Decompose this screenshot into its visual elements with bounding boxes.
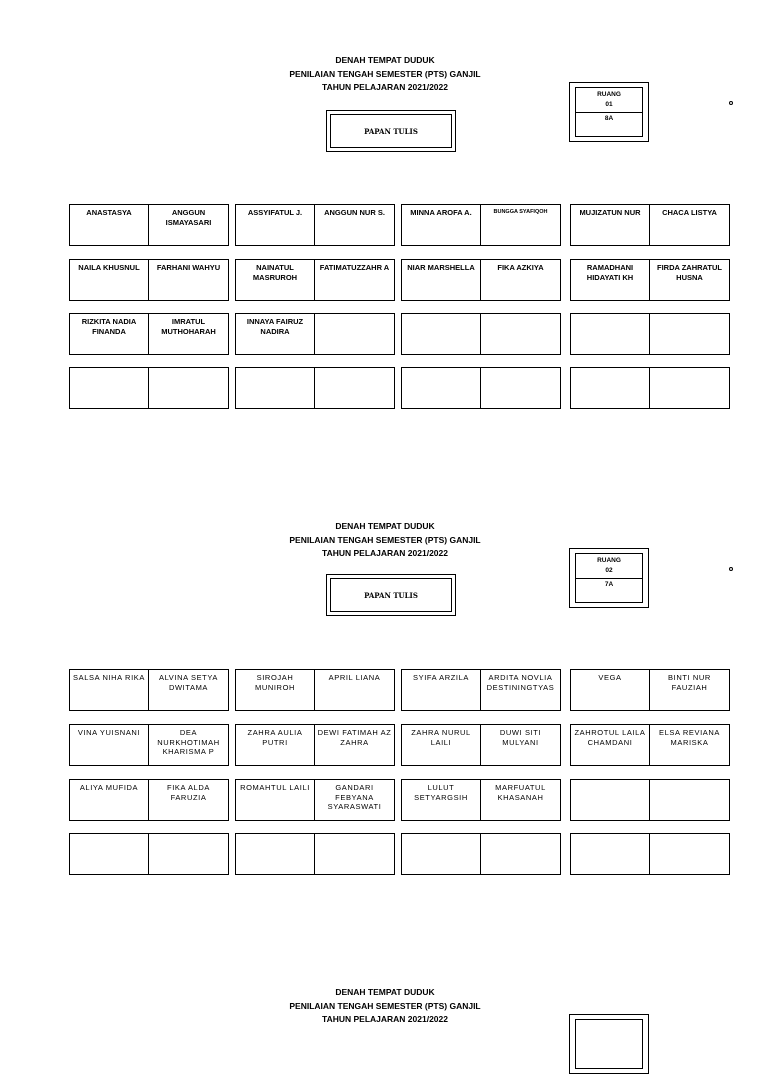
desk: [401, 204, 561, 246]
room-box: [569, 548, 649, 608]
section-title: [235, 54, 535, 95]
seat-name: ALVINA SETYA DWITAMA: [158, 673, 219, 692]
seat-name: DEA NURKHOTIMAH KHARISMA P: [157, 728, 220, 756]
seat-name: ZAHRA NURUL LAILI: [402, 725, 481, 765]
seat-name: [481, 314, 560, 354]
desk: [235, 724, 395, 766]
desk: [235, 779, 395, 821]
seat-name: ROMAHTUL LAILI: [236, 780, 315, 820]
seat-name: [571, 834, 650, 874]
seat-name: [402, 834, 481, 874]
title-line-1: DENAH TEMPAT DUDUK: [335, 987, 435, 997]
desk: [69, 204, 229, 246]
seat-name: SIROJAH MUNIROH: [236, 670, 315, 710]
seat-name: MINNA AROFA A.: [402, 205, 481, 245]
desk: [570, 779, 730, 821]
seat-name: NIAR MARSHELLA: [402, 260, 481, 300]
seat-name: [571, 780, 650, 820]
seat-name: ELSA REVIANA MARISKA: [659, 728, 720, 747]
section-title: [235, 520, 535, 561]
seat-name: [481, 368, 560, 408]
title-line-2: PENILAIAN TENGAH SEMESTER (PTS) GANJIL: [289, 68, 481, 79]
desk: [235, 669, 395, 711]
seat-name: [236, 368, 315, 408]
title-line-3: TAHUN PELAJARAN 2021/2022: [322, 82, 448, 92]
seat-name: FIKA ALDA FARUZIA: [167, 783, 210, 802]
seat-name: ALIYA MUFIDA: [70, 780, 149, 820]
seat-name: [650, 314, 729, 354]
desk: [69, 313, 229, 355]
desk: [570, 204, 730, 246]
seat-name: DEWI FATIMAH AZ ZAHRA: [317, 728, 392, 747]
desk: [235, 367, 395, 409]
room-box: [569, 1014, 649, 1074]
seat-name: SALSA NIHA RIKA: [70, 670, 149, 710]
whiteboard-label: PAPAN TULIS: [330, 578, 452, 612]
seat-name: ARDITA NOVLIA DESTININGTYAS: [486, 673, 555, 692]
seat-name: CHACA LISTYA: [662, 208, 717, 217]
seat-name: FATIMATUZZAHR A: [319, 263, 390, 272]
seat-name: BUNGGA SYAFIQOH: [493, 209, 548, 215]
room-class: 7A: [604, 581, 614, 588]
seat-name: [650, 780, 729, 820]
desk: [69, 259, 229, 301]
whiteboard-label: PAPAN TULIS: [330, 114, 452, 148]
seat-name: [402, 314, 481, 354]
seat-name: NAILA KHUSNUL: [70, 260, 149, 300]
seat-name: MARFUATUL KHASANAH: [495, 783, 546, 802]
seat-name: [315, 834, 394, 874]
seat-name: ASSYIFATUL J.: [236, 205, 315, 245]
seat-name: [481, 834, 560, 874]
seat-name: [70, 834, 149, 874]
seat-name: [402, 368, 481, 408]
desk: [401, 367, 561, 409]
title-line-3: TAHUN PELAJARAN 2021/2022: [322, 548, 448, 558]
seat-name: [571, 368, 650, 408]
room-label: RUANG: [597, 91, 621, 98]
seat-name: VEGA: [571, 670, 650, 710]
seat-name: [149, 368, 228, 408]
seat-name: FIRDA ZAHRATUL HUSNA: [657, 263, 722, 282]
seat-name: MUJIZATUN NUR: [571, 205, 650, 245]
desk: [570, 313, 730, 355]
seat-name: [650, 834, 729, 874]
desk: [401, 724, 561, 766]
seat-name: [315, 314, 394, 354]
seat-name: [149, 834, 228, 874]
title-line-3: TAHUN PELAJARAN 2021/2022: [322, 1014, 448, 1024]
desk: [69, 724, 229, 766]
desk: [570, 724, 730, 766]
whiteboard-box: [326, 110, 456, 152]
seat-name: APRIL LIANA: [328, 673, 381, 682]
room-box: [569, 82, 649, 142]
seat-name: LULUT SETYARGSIH: [402, 780, 481, 820]
seat-name: INNAYA FAIRUZ NADIRA: [236, 314, 315, 354]
seat-name: FARHANI WAHYU: [156, 263, 221, 272]
desk: [401, 669, 561, 711]
title-line-1: DENAH TEMPAT DUDUK: [335, 55, 435, 65]
seat-name: VINA YUISNANI: [70, 725, 149, 765]
seat-name: [236, 834, 315, 874]
desk: [69, 779, 229, 821]
room-number: 02: [605, 567, 613, 574]
desk: [235, 259, 395, 301]
seat-name: [315, 368, 394, 408]
seat-name: FIKA AZKIYA: [497, 263, 544, 272]
seat-name: GANDARI FEBYANA SYARASWATI: [327, 783, 382, 811]
seat-name: NAINATUL MASRUROH: [236, 260, 315, 300]
room-label: RUANG: [597, 557, 621, 564]
desk: [69, 367, 229, 409]
desk: [235, 204, 395, 246]
desk: [235, 313, 395, 355]
seat-name: DUWI SITI MULYANI: [499, 728, 542, 747]
desk: [69, 833, 229, 875]
desk: [570, 833, 730, 875]
dot-marker: [729, 567, 733, 571]
title-line-1: DENAH TEMPAT DUDUK: [335, 521, 435, 531]
desk: [570, 669, 730, 711]
desk: [401, 313, 561, 355]
desk: [401, 833, 561, 875]
desk: [570, 367, 730, 409]
section-title: [235, 986, 535, 1027]
seat-name: ZAHROTUL LAILA CHAMDANI: [571, 725, 650, 765]
seat-name: IMRATUL MUTHOHARAH: [161, 317, 216, 336]
desk: [570, 259, 730, 301]
desk: [401, 779, 561, 821]
seat-name: SYIFA ARZILA: [402, 670, 481, 710]
seat-name: BINTI NUR FAUZIAH: [668, 673, 711, 692]
room-class: 8A: [604, 115, 614, 122]
title-line-2: PENILAIAN TENGAH SEMESTER (PTS) GANJIL: [289, 1000, 481, 1011]
seat-name: [650, 368, 729, 408]
seat-name: ZAHRA AULIA PUTRI: [236, 725, 315, 765]
title-line-2: PENILAIAN TENGAH SEMESTER (PTS) GANJIL: [289, 534, 481, 545]
seat-name: ANGGUN NUR S.: [324, 208, 385, 217]
seat-name: ANGGUN ISMAYASARI: [165, 208, 212, 227]
whiteboard-box: [326, 574, 456, 616]
desk: [69, 669, 229, 711]
seat-name: RIZKITA NADIA FINANDA: [70, 314, 149, 354]
seat-name: ANASTASYA: [70, 205, 149, 245]
room-number: 01: [605, 101, 613, 108]
desk: [235, 833, 395, 875]
seat-name: [70, 368, 149, 408]
dot-marker: [729, 101, 733, 105]
desk: [401, 259, 561, 301]
seat-name: [571, 314, 650, 354]
seat-name: RAMADHANI HIDAYATI KH: [571, 260, 650, 300]
